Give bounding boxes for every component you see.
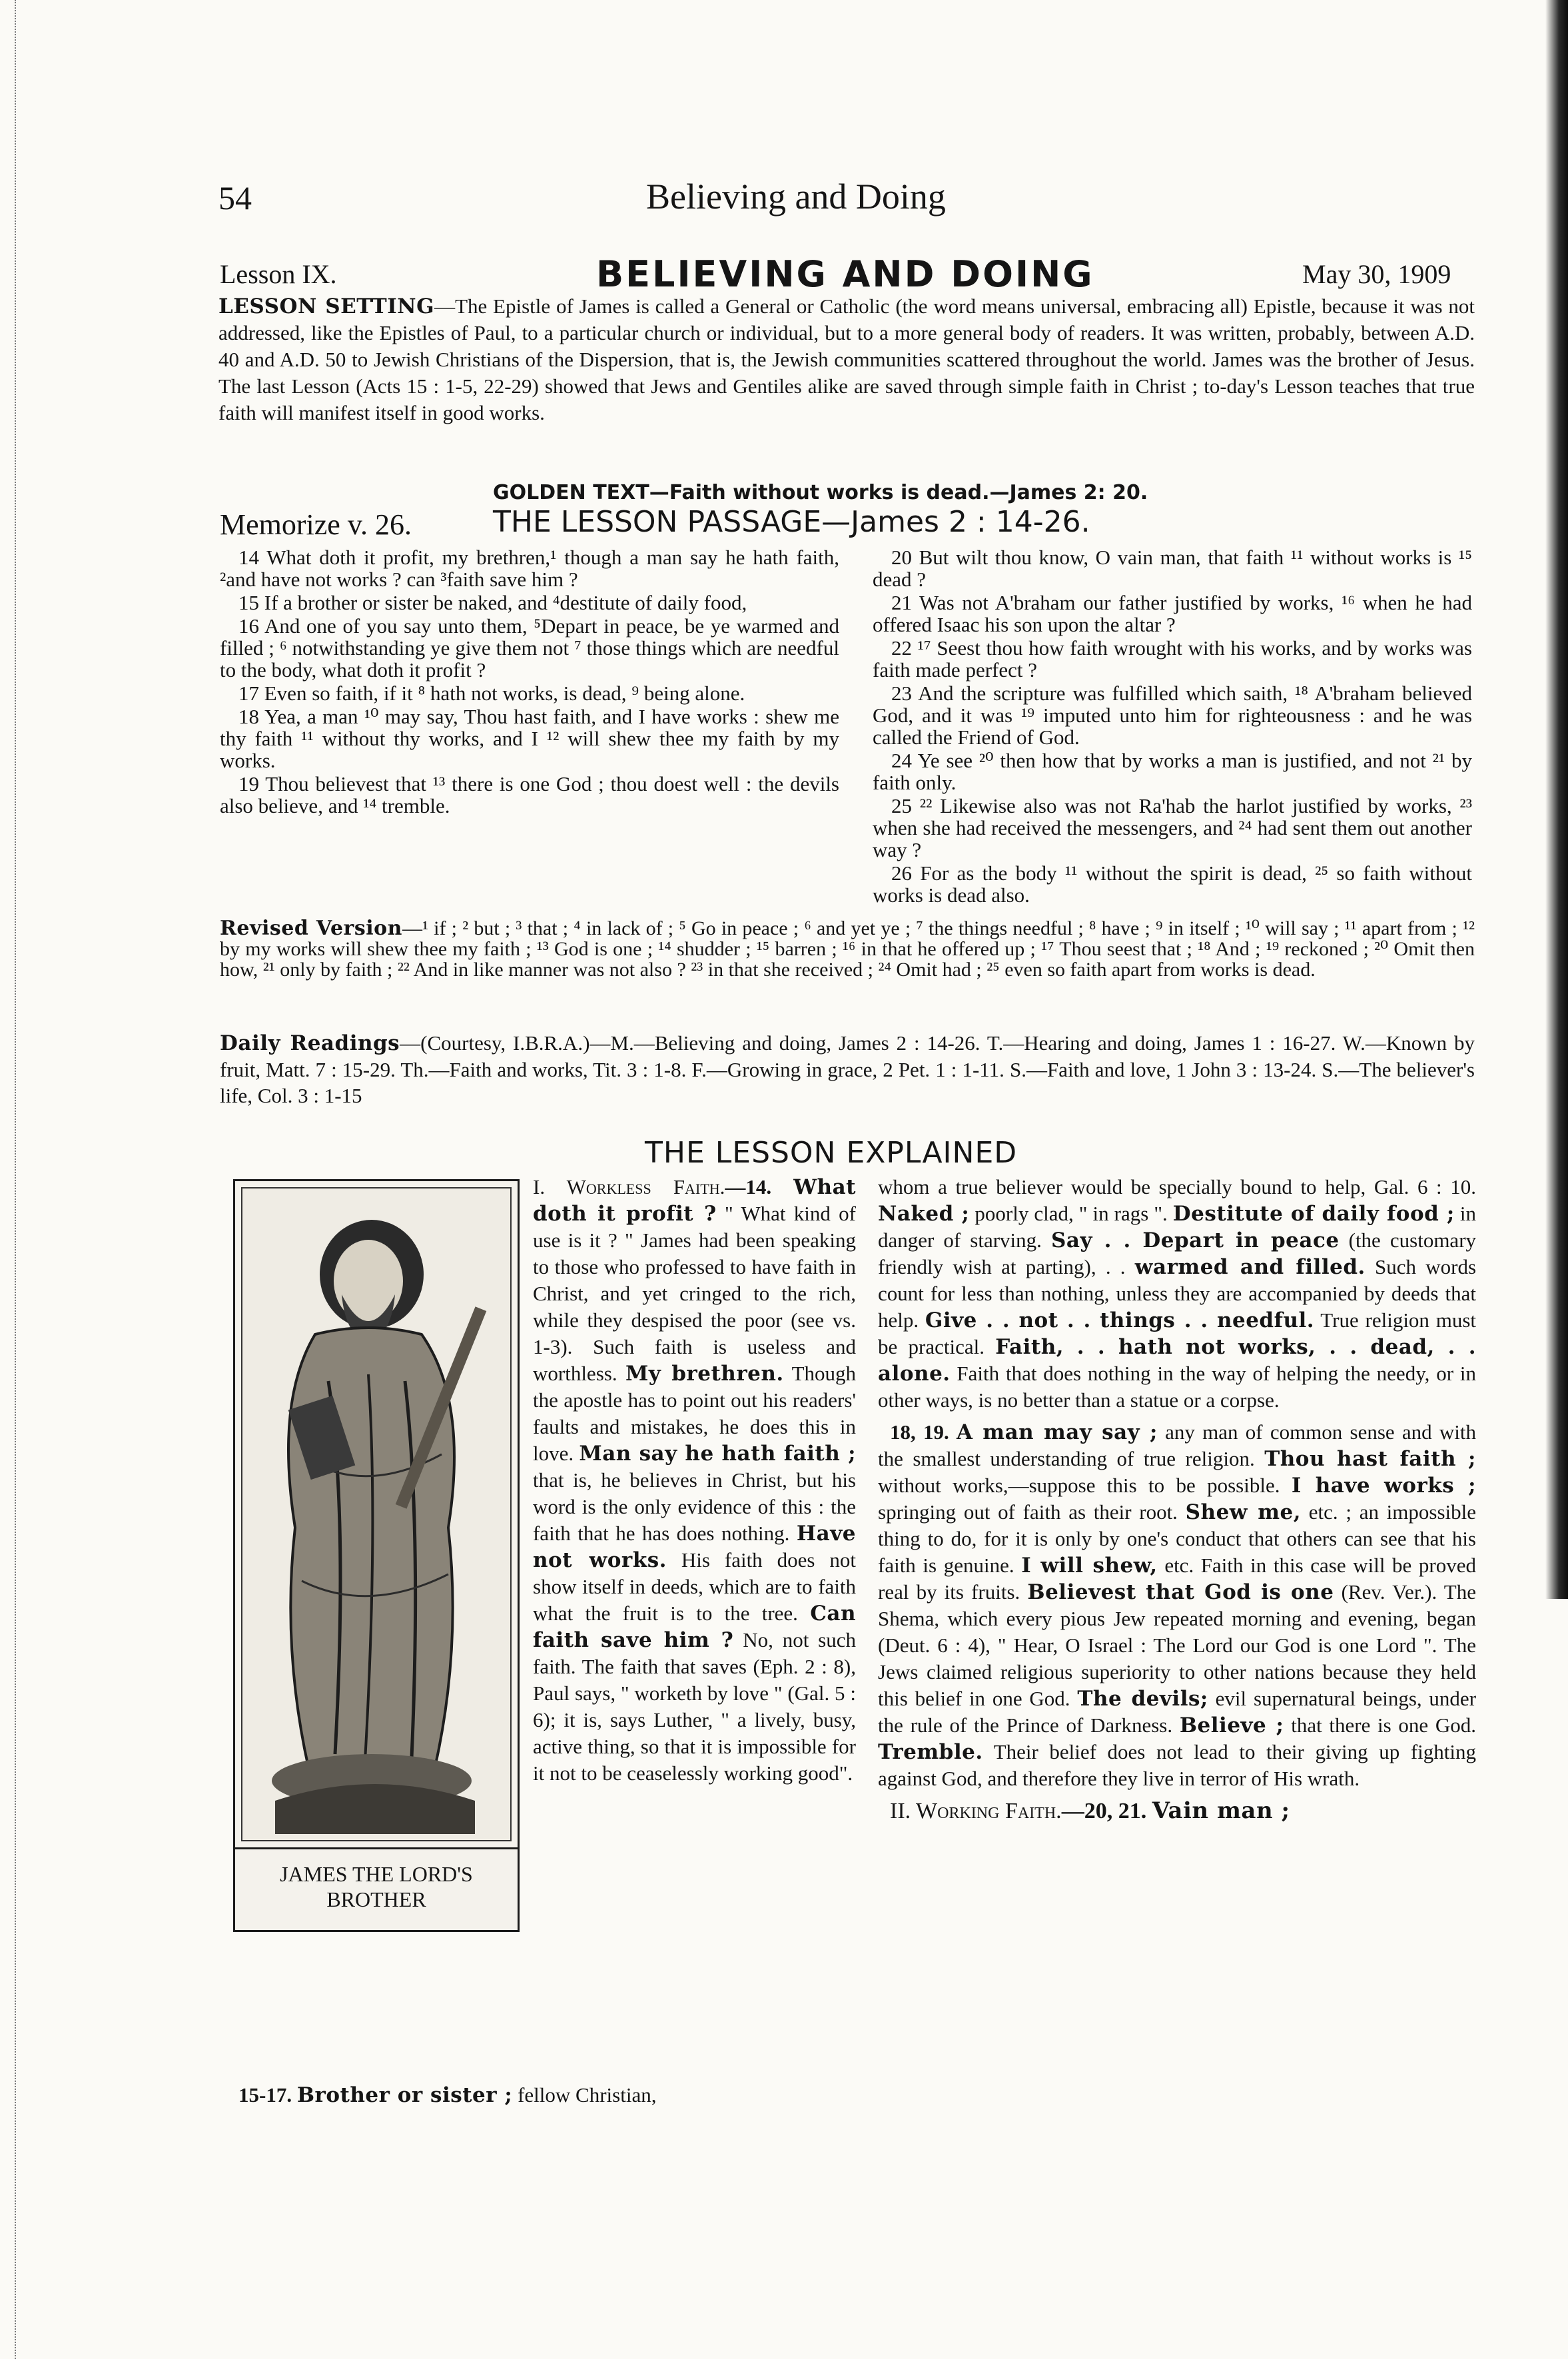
kw-have-not-works: Have not works. (533, 1522, 856, 1572)
kw-a-man-may-say: A man may say ; (956, 1420, 1158, 1444)
kw-tremble: Tremble. (878, 1740, 983, 1764)
kw-naked: Naked ; (878, 1202, 970, 1226)
text-true-religion: True religion must be practical. (878, 1308, 1477, 1358)
verse-15: 15 If a brother or sister be naked, and ⁴destitute of daily food, (238, 591, 747, 614)
verse-23: 23 And the scripture was fulfilled which saith, ¹⁸ A'braham believed God, and it was ¹⁹ imputed unto him for righteousness : and he was called the Friend of God. (873, 682, 1472, 749)
text-impossible-thing: etc. ; an impossible thing to do, for it is only by one's conduct that others can see that his faith is genuine. (878, 1500, 1477, 1577)
text-fruit-to-tree: His faith does not show itself in deeds, which are to faith what the fruit is to the tree. (533, 1548, 856, 1625)
revised-version-label: Revised Version (220, 917, 402, 940)
explained-column-1-top (533, 1174, 856, 1792)
text-terror-of-wrath: Their belief does not lead to their giving up fighting against God, and therefore they live in terror of His wrath. (878, 1740, 1476, 1790)
kw-believe: Believe ; (1179, 1713, 1284, 1737)
verse-21: 21 Was not A'braham our father justified by works, ¹⁶ when he had offered Isaac his son upon the altar ? (873, 591, 1472, 636)
james-figure-illustration (235, 1181, 518, 1847)
lesson-date: May 30, 1909 (1302, 259, 1451, 289)
kw-destitute-daily-food: Destitute of daily food ; (1172, 1202, 1455, 1226)
text-proved-real: etc. Faith in this case will be proved real by its fruits. (878, 1554, 1476, 1604)
text-statue-or-corpse: Faith that does nothing in the way of helping the needy, or in other ways, is no better than a statue or a corpse. (878, 1362, 1477, 1412)
text-common-sense: any man of common sense and with the smallest understanding of true religion. (878, 1420, 1477, 1470)
verse-17: 17 Even so faith, if it ⁸ hath not works, is dead, ⁹ being alone. (238, 682, 745, 705)
running-title: Believing and Doing (646, 177, 946, 217)
text-words-count-less: Such words count for less than nothing, unless they are accompanied by deeds that help. (878, 1255, 1477, 1332)
kw-give-not-things-needful: Give . . not . . things . . needful. (925, 1308, 1315, 1332)
kw-my-brethren: My brethren. (625, 1362, 784, 1386)
revised-version (220, 918, 1475, 980)
brother-or-sister-paragraph (238, 2082, 858, 2109)
verse-14: 14 What doth it profit, my brethren,¹ though a man say he hath faith, ²and have not works ? can ³faith save him ? (220, 546, 839, 591)
text-fellow-christian: fellow Christian, (518, 2083, 657, 2107)
verse-25: 25 ²² Likewise also was not Ra'hab the harlot justified by works, ²³ when she had received the messengers, and ²⁴ had sent them out another way ? (873, 794, 1472, 861)
text-shema: (Rev. Ver.). The Shema, which every pious Jew repeated morning and evening, began (Deut. 6 : 4), " Hear, O Israel : The Lord our God is one Lord ". The Jews claimed religious superiority to other nations because they held this belief in one God. (878, 1580, 1476, 1710)
caption-line-1: JAMES THE LORD'S (280, 1862, 473, 1886)
section-heading-working-faith: II. Working Faith. (890, 1799, 1062, 1823)
verse-26: 26 For as the body ¹¹ without the spirit is dead, ²⁵ so faith without works is dead also. (873, 861, 1472, 907)
lesson-setting-text: —The Epistle of James is called a General or Catholic (the word means universal, embracing all) Epistle, because it was not addressed, like the Epistles of Paul, to a particular church or individual, but to a more general body of readers. It was written, probably, between A.D. 40 and A.D. 50 to Jewish Christians of the Dispersion, that is, the Jewish communities scattered throughout the world. James was the brother of Jesus. The last Lesson (Acts 15 : 1-5, 22-29) showed that Jews and Gentiles alike are saved through simple faith in Christ ; to-day's Lesson teaches that true faith will manifest itself in good works. (218, 294, 1475, 424)
text-one-god: that there is one God. (1291, 1713, 1477, 1737)
verse-16: 16 And one of you say unto them, ⁵Depart in peace, be ye warmed and filled ; ⁶ notwithstanding ye give them not ⁷ those things which are needful to the body, what doth it profit ? (220, 614, 839, 682)
passage-title: THE LESSON PASSAGE—James 2 : 14-26. (493, 505, 1090, 539)
text-poorly-clad: poorly clad, " in rags ". (975, 1202, 1168, 1225)
verses-left-column (220, 546, 839, 818)
verse-ref-20-21: —20, 21. (1061, 1799, 1147, 1823)
verse-18: 18 Yea, a man ¹⁰ may say, Thou hast faith, and I have works : shew me thy faith ¹¹ without thy works, and I ¹² will shew thee my faith by my works. (220, 705, 839, 772)
kw-i-have-works: I have works ; (1291, 1474, 1477, 1498)
naked-destitute-paragraph (878, 1174, 1476, 1414)
workless-faith-paragraph (533, 1174, 856, 1787)
kw-believest-god-is-one: Believest that God is one (1027, 1580, 1334, 1604)
explained-column-1-bottom (238, 2082, 858, 2114)
text-what-kind-of-use: " What kind of use is it ? " James had been speaking to those who professed to have faith in Christ, and yet cringed to the rich, while they despised the poor (see vs. 1-3). Such faith is useless and worthless. (533, 1202, 857, 1385)
kw-vain-man: Vain man ; (1152, 1797, 1290, 1824)
lesson-title: BELIEVING AND DOING (596, 253, 1094, 295)
kw-thou-hast-faith: Thou hast faith ; (1264, 1447, 1476, 1471)
revised-version-text: —¹ if ; ² but ; ³ that ; ⁴ in lack of ; ⁵ Go in peace ; ⁶ and yet ye ; ⁷ the things needful ; ⁸ have ; ⁹ in itself ; ¹⁰ will say ; ¹¹ apart from ; ¹² by my works will shew thee my faith ; ¹³ God is one ; ¹⁴ shudder ; ¹⁵ barren ; ¹⁶ in that he offered up ; ¹⁷ Thou seest that ; ¹⁸ And ; ¹⁹ reckoned ; ²⁰ Omit then how, ²¹ only by faith ; ²² And in like manner was not also ? ²³ in that she received ; ²⁴ Omit had ; ²⁵ even so faith apart from works is dead. (220, 917, 1475, 981)
verse-19: 19 Thou believest that ¹³ there is one God ; thou doest well : the devils also believe, and ¹⁴ tremble. (220, 772, 839, 817)
text-suppose-possible: without works,—suppose this to be possible. (878, 1474, 1280, 1497)
verse-22: 22 ¹⁷ Seest thou how faith wrought with his works, and by works was faith made perfect ? (873, 636, 1472, 682)
daily-readings-text: —(Courtesy, I.B.R.A.)—M.—Believing and doing, James 2 : 14-26. T.—Hearing and doing, James 1 : 16-27. W.—Known by fruit, Matt. 7 : 15-29. Th.—Faith and works, Tit. 3 : 1-8. F.—Growing in grace, 2 Pet. 1 : 1-11. S.—Faith and love, 1 John 3 : 13-24. S.—The believer's life, Col. 3 : 1-15 (220, 1031, 1475, 1107)
text-supernatural-beings: evil supernatural beings, under the rule of the Prince of Darkness. (878, 1687, 1477, 1737)
verse-ref-15-17: 15-17. (238, 2083, 292, 2107)
illustration-frame (233, 1179, 520, 1932)
lesson-setting (218, 293, 1475, 426)
kw-brother-or-sister: Brother or sister ; (296, 2083, 513, 2107)
verse-ref-14: —14. (725, 1175, 772, 1198)
kw-what-doth-it-profit: What doth it profit ? (533, 1175, 856, 1226)
man-may-say-paragraph (878, 1419, 1476, 1792)
verse-ref-18-19: 18, 19. (890, 1420, 949, 1444)
explained-title: THE LESSON EXPLAINED (645, 1136, 1018, 1170)
caption-line-2: BROTHER (326, 1887, 426, 1911)
text-starving: in danger of starving. (878, 1202, 1477, 1252)
explained-column-2 (878, 1174, 1476, 1830)
lesson-setting-heading: LESSON SETTING (218, 294, 435, 318)
lesson-label: Lesson IX. (220, 259, 337, 289)
kw-depart-in-peace: Say . . Depart in peace (1051, 1228, 1340, 1252)
verse-20: 20 But wilt thou know, O vain man, that faith ¹¹ without works is ¹⁵ dead ? (873, 546, 1472, 591)
kw-the-devils: The devils; (1077, 1687, 1208, 1711)
text-true-believer: whom a true believer would be specially bound to help, Gal. 6 : 10. (878, 1175, 1476, 1198)
kw-can-faith-save-him: Can faith save him ? (533, 1602, 857, 1652)
illustration-caption (235, 1847, 518, 1930)
kw-man-say-he-hath-faith: Man say he hath faith ; (579, 1442, 857, 1466)
verses-right-column (873, 546, 1472, 907)
working-faith-paragraph (878, 1797, 1476, 1825)
verse-24: 24 Ye see ²⁰ then how that by works a man is justified, and not ²¹ by faith only. (873, 749, 1472, 794)
golden-text: GOLDEN TEXT—Faith without works is dead.—James 2: 20. (493, 481, 1148, 504)
memorize-note: Memorize v. 26. (220, 508, 412, 541)
scan-left-edge (0, 0, 16, 2359)
scan-right-edge (1545, 0, 1568, 1599)
daily-readings (220, 1030, 1475, 1109)
page-number: 54 (218, 179, 252, 217)
kw-i-will-shew: I will shew, (1021, 1554, 1158, 1578)
kw-shew-me: Shew me, (1185, 1500, 1302, 1524)
daily-readings-label: Daily Readings (220, 1031, 400, 1055)
text-apostle-faults: Though the apostle has to point out his readers' faults and mistakes, he does this in love. (533, 1362, 856, 1465)
text-believes-in-christ: that is, he believes in Christ, but his word is the only evidence of this : the faith that he has does nothing. (533, 1468, 856, 1545)
kw-faith-hath-not-works: Faith, . . hath not works, . . dead, . . alone. (878, 1335, 1476, 1386)
kw-warmed-and-filled: warmed and filled. (1134, 1255, 1366, 1279)
text-friendly-wish: (the customary friendly wish at parting), . . (878, 1228, 1477, 1278)
text-not-such-faith: No, not such faith. The faith that saves (Eph. 2 : 8), Paul says, " worketh by love " (Gal. 5 : 6); it is, says Luther, " a lively, busy, active thing, so that it is impossible for it not to be ceaselessly working good". (533, 1628, 857, 1785)
section-heading-workless-faith: I. Workless Faith. (533, 1175, 725, 1198)
text-springing-out: springing out of faith as their root. (878, 1500, 1178, 1524)
